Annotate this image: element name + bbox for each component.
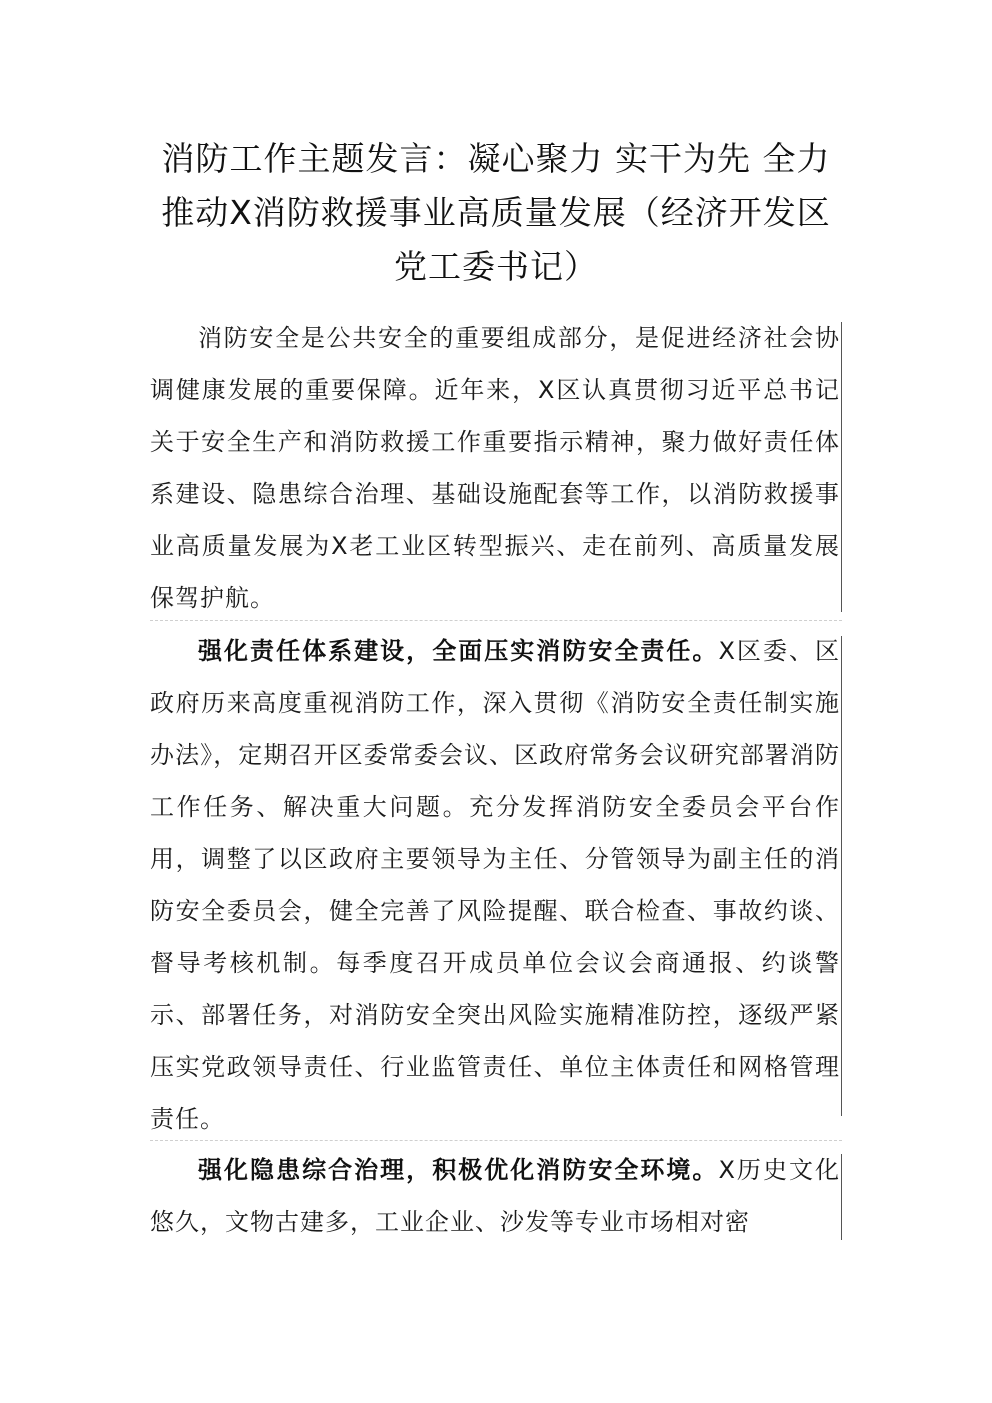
paragraph-lead: 强化责任体系建设，全面压实消防安全责任。 xyxy=(198,637,719,665)
document-title: 消防工作主题发言：凝心聚力 实干为先 全力推动X消防救援事业高质量发展（经济开发区党工委书记） xyxy=(161,139,831,286)
section-divider xyxy=(150,620,842,621)
body-paragraph xyxy=(150,625,840,1145)
paragraph-lead: 强化隐患综合治理，积极优化消防安全环境。 xyxy=(198,1156,719,1184)
margin-line xyxy=(841,636,842,1116)
paragraph-text: X区委、区政府历来高度重视消防工作，深入贯彻《消防安全责任制实施办法》，定期召开区委常委会议、区政府常务会议研究部署消防工作任务、解决重大问题。充分发挥消防安全委员会平台作用，调整了以区政府主要领导为主任、分管领导为副主任的消防安全委员会，健全完善了风险提醒、联合检查、事故约谈、督导考核机制。每季度召开成员单位会议会商通报、约谈警示、部署任务，对消防安全突出风险实施精准防控，逐级严紧压实党政领导责任、行业监管责任、单位主体责任和网格管理责任。 xyxy=(150,637,841,1133)
body-paragraph xyxy=(150,1144,840,1248)
paragraph-text: X历史文化悠久，文物古建多，工业企业、沙发等专业市场相对密 xyxy=(150,1156,841,1236)
body-paragraph xyxy=(150,312,840,624)
margin-line xyxy=(841,322,842,612)
section-divider xyxy=(150,1140,842,1141)
paragraph-text: 消防安全是公共安全的重要组成部分，是促进经济社会协调健康发展的重要保障。近年来，X区认真贯彻习近平总书记关于安全生产和消防救援工作重要指示精神，聚力做好责任体系建设、隐患综合治理、基础设施配套等工作，以消防救援事业高质量发展为X老工业区转型振兴、走在前列、高质量发展保驾护航。 xyxy=(150,324,840,612)
margin-line xyxy=(841,1154,842,1240)
